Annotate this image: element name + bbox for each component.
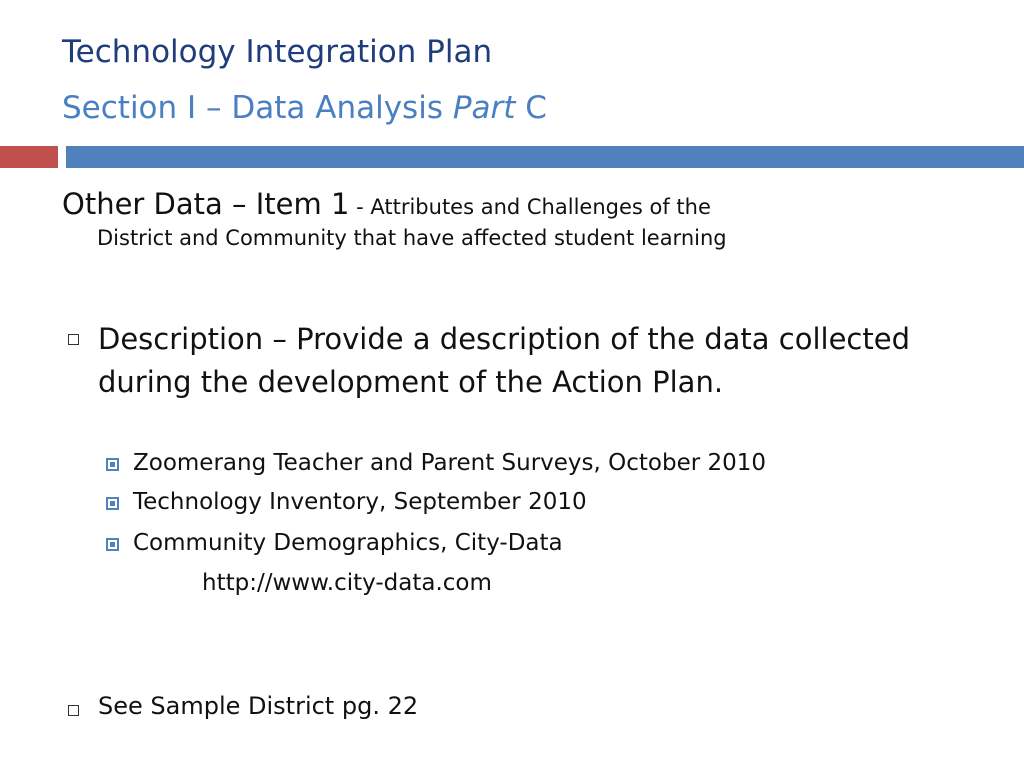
subtitle-italic: Part	[452, 90, 516, 126]
slide-subtitle	[62, 90, 547, 126]
sample-district-note: See Sample District pg. 22	[98, 692, 419, 720]
subtitle-suffix: C	[515, 90, 547, 126]
item-heading-desc-continued: District and Community that have affected student learning	[97, 226, 727, 250]
city-data-url: http://www.city-data.com	[202, 570, 492, 596]
sub-item-surveys: Zoomerang Teacher and Parent Surveys, October 2010	[133, 450, 767, 476]
hollow-square-bullet-icon	[68, 705, 79, 716]
square-bullet-icon	[106, 458, 119, 471]
accent-bar-blue	[66, 146, 1024, 168]
item-heading-desc: - Attributes and Challenges of the	[349, 195, 711, 219]
hollow-square-bullet-icon	[68, 334, 79, 345]
accent-bar-red	[0, 146, 58, 168]
square-bullet-icon	[106, 497, 119, 510]
subtitle-prefix: Section I – Data Analysis	[62, 90, 453, 126]
slide-title: Technology Integration Plan	[62, 34, 493, 70]
square-bullet-icon	[106, 538, 119, 551]
description-text: Description – Provide a description of the data collected during the development of the Action Plan.	[98, 322, 910, 399]
item-heading	[62, 186, 962, 227]
item-heading-title: Other Data – Item 1	[62, 187, 350, 221]
sub-item-inventory: Technology Inventory, September 2010	[133, 489, 587, 515]
sub-item-demographics: Community Demographics, City-Data	[133, 530, 563, 556]
